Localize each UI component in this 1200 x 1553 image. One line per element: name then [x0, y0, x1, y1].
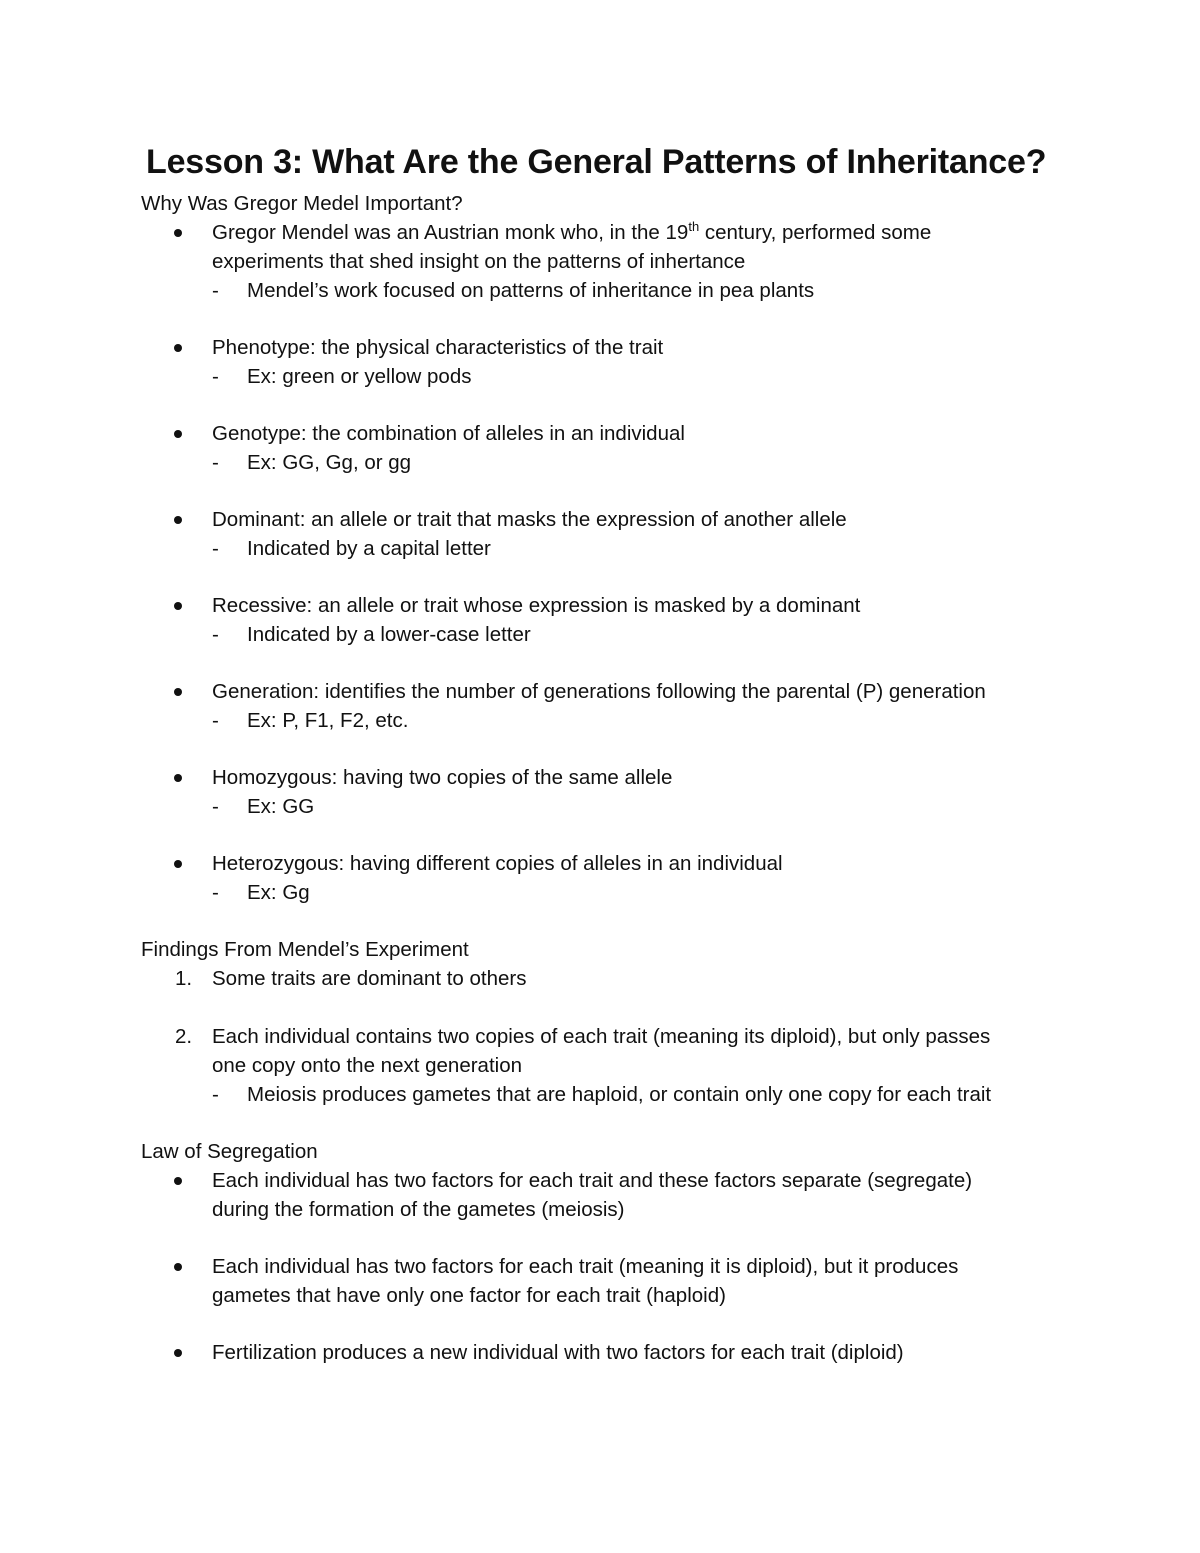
sub-item-mendel: Mendel’s work focused on patterns of inheritance in pea plants — [247, 279, 815, 302]
dash-icon: - — [212, 279, 219, 302]
sub-item-meiosis: Meiosis produces gametes that are haploid, or contain only one copy for each trait — [247, 1083, 992, 1106]
term-genotype: Genotype: the combination of alleles in an individual — [212, 422, 685, 445]
page-title: Lesson 3: What Are the General Patterns of Inheritance? — [146, 143, 1047, 181]
dash-icon: - — [212, 795, 219, 818]
bullet-icon — [174, 1349, 182, 1357]
sub-item-generation: Ex: P, F1, F2, etc. — [247, 709, 409, 732]
segregation-item-2-cont: gametes that have only one factor for each trait (haploid) — [212, 1284, 726, 1307]
bullet-icon — [174, 860, 182, 868]
dash-icon: - — [212, 451, 219, 474]
bullet-text-mendel: Gregor Mendel was an Austrian monk who, in the 19th century, performed some — [212, 219, 932, 244]
term-homozygous: Homozygous: having two copies of the same allele — [212, 766, 673, 789]
bullet-icon — [174, 229, 182, 237]
sub-item-dominant: Indicated by a capital letter — [247, 537, 491, 560]
dash-icon: - — [212, 881, 219, 904]
section-heading-findings: Findings From Mendel’s Experiment — [141, 938, 469, 961]
dash-icon: - — [212, 537, 219, 560]
segregation-item-1: Each individual has two factors for each trait and these factors separate (segregate) — [212, 1169, 973, 1192]
bullet-icon — [174, 344, 182, 352]
term-phenotype: Phenotype: the physical characteristics of the trait — [212, 336, 664, 359]
bullet-icon — [174, 1177, 182, 1185]
sub-item-genotype: Ex: GG, Gg, or gg — [247, 451, 412, 474]
bullet-icon — [174, 602, 182, 610]
section-heading-segregation: Law of Segregation — [141, 1140, 318, 1163]
dash-icon: - — [212, 365, 219, 388]
sub-item-heterozygous: Ex: Gg — [247, 881, 310, 904]
sub-item-recessive: Indicated by a lower-case letter — [247, 623, 531, 646]
sub-item-homozygous: Ex: GG — [247, 795, 315, 818]
bullet-icon — [174, 430, 182, 438]
dash-icon: - — [212, 1083, 219, 1106]
segregation-item-3: Fertilization produces a new individual with two factors for each trait (diploid) — [212, 1341, 904, 1364]
bullet-icon — [174, 1263, 182, 1271]
term-generation: Generation: identifies the number of generations following the parental (P) generation — [212, 680, 986, 703]
bullet-icon — [174, 516, 182, 524]
list-number: 2. — [175, 1025, 193, 1048]
term-dominant: Dominant: an allele or trait that masks the expression of another allele — [212, 508, 847, 531]
section-heading-mendel-importance: Why Was Gregor Medel Important? — [141, 192, 463, 215]
finding-2: Each individual contains two copies of each trait (meaning its diploid), but only passes — [212, 1025, 991, 1048]
finding-1: Some traits are dominant to others — [212, 967, 527, 990]
list-number: 1. — [175, 967, 193, 990]
sub-item-phenotype: Ex: green or yellow pods — [247, 365, 472, 388]
dash-icon: - — [212, 623, 219, 646]
dash-icon: - — [212, 709, 219, 732]
bullet-text-mendel-cont: experiments that shed insight on the patterns of inhertance — [212, 250, 746, 273]
segregation-item-1-cont: during the formation of the gametes (meiosis) — [212, 1198, 625, 1221]
finding-2-cont: one copy onto the next generation — [212, 1054, 523, 1077]
bullet-icon — [174, 774, 182, 782]
term-recessive: Recessive: an allele or trait whose expression is masked by a dominant — [212, 594, 861, 617]
segregation-item-2: Each individual has two factors for each trait (meaning it is diploid), but it produces — [212, 1255, 959, 1278]
bullet-icon — [174, 688, 182, 696]
term-heterozygous: Heterozygous: having different copies of alleles in an individual — [212, 852, 783, 875]
